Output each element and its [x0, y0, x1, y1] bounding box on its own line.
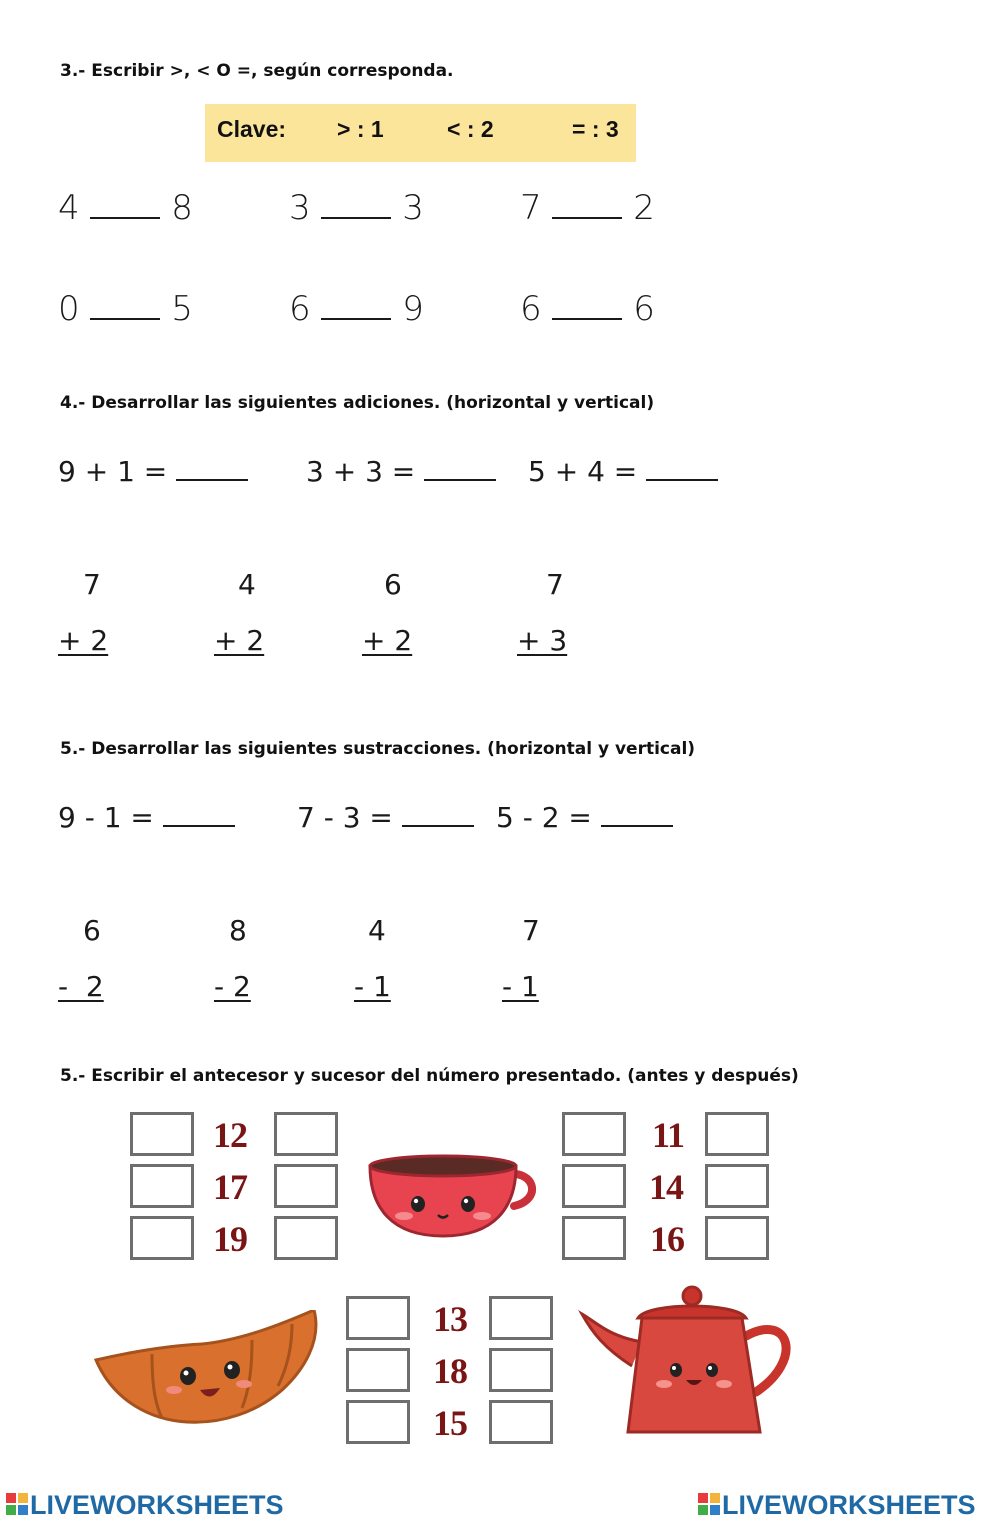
compare-item	[289, 289, 424, 329]
section3-heading: 3.- Escribir >, < O =, según corresponda.	[60, 61, 454, 81]
answer-blank[interactable]	[176, 479, 248, 481]
vertical-top-number: 4	[368, 914, 386, 947]
given-number: 14	[649, 1167, 683, 1207]
answer-key	[205, 104, 636, 162]
compare-right-number: 3	[402, 188, 424, 228]
predecessor-box[interactable]	[562, 1164, 626, 1208]
vertical-bottom-operand: - 2	[58, 970, 104, 1003]
section5-heading: 5.- Desarrollar las siguientes sustracciones. (horizontal y vertical)	[60, 739, 696, 759]
liveworksheets-logo-right	[698, 1490, 976, 1521]
predecessor-box[interactable]	[346, 1348, 410, 1392]
predecessor-box[interactable]	[130, 1112, 194, 1156]
vertical-bottom-operand: - 1	[354, 970, 391, 1003]
compare-right-number: 9	[402, 289, 424, 329]
answer-blank[interactable]	[552, 217, 622, 219]
predecessor-box[interactable]	[130, 1164, 194, 1208]
predecessor-box[interactable]	[130, 1216, 194, 1260]
vertical-bottom-operand: + 2	[214, 624, 265, 657]
compare-item	[58, 188, 193, 228]
subtraction-horizontal	[297, 801, 474, 834]
successor-box[interactable]	[489, 1348, 553, 1392]
answer-blank[interactable]	[321, 217, 391, 219]
answer-blank[interactable]	[163, 825, 235, 827]
given-number: 12	[213, 1115, 247, 1155]
compare-left-number: 6	[289, 289, 311, 329]
answer-blank[interactable]	[402, 825, 474, 827]
given-number: 11	[652, 1115, 685, 1155]
compare-item	[289, 188, 424, 228]
key-gt: > : 1	[337, 116, 384, 142]
given-number: 16	[650, 1219, 684, 1259]
kawaii-teapot-illustration	[578, 1282, 804, 1442]
answer-blank[interactable]	[601, 825, 673, 827]
vertical-top-number: 7	[546, 568, 564, 601]
equation-text: 5 - 2 =	[496, 801, 592, 834]
successor-box[interactable]	[274, 1216, 338, 1260]
section6-heading: 5.- Escribir el antecesor y sucesor del número presentado. (antes y después)	[60, 1066, 799, 1086]
predecessor-box[interactable]	[346, 1400, 410, 1444]
equation-text: 9 + 1 =	[58, 455, 168, 488]
answer-blank[interactable]	[321, 318, 391, 320]
equation-text: 9 - 1 =	[58, 801, 154, 834]
subtraction-horizontal	[58, 801, 235, 834]
successor-box[interactable]	[274, 1164, 338, 1208]
section4-heading: 4.- Desarrollar las siguientes adiciones. (horizontal y vertical)	[60, 393, 655, 413]
key-lt: < : 2	[447, 116, 494, 142]
compare-right-number: 8	[171, 188, 193, 228]
kawaii-cup-illustration	[364, 1148, 544, 1248]
compare-right-number: 2	[633, 188, 655, 228]
vertical-top-number: 7	[83, 568, 101, 601]
liveworksheets-icon	[698, 1493, 720, 1515]
liveworksheets-logo-left	[6, 1490, 284, 1521]
answer-blank[interactable]	[552, 318, 622, 320]
compare-left-number: 4	[58, 188, 80, 228]
vertical-bottom-operand: + 2	[58, 624, 109, 657]
given-number: 13	[433, 1299, 467, 1339]
compare-left-number: 0	[58, 289, 80, 329]
given-number: 17	[213, 1167, 247, 1207]
successor-box[interactable]	[274, 1112, 338, 1156]
successor-box[interactable]	[705, 1164, 769, 1208]
compare-item	[520, 289, 655, 329]
addition-horizontal	[58, 455, 248, 488]
kawaii-croissant-illustration	[92, 1310, 322, 1425]
compare-left-number: 7	[520, 188, 542, 228]
answer-blank[interactable]	[646, 479, 718, 481]
liveworksheets-icon	[6, 1493, 28, 1515]
compare-right-number: 6	[633, 289, 655, 329]
successor-box[interactable]	[489, 1400, 553, 1444]
addition-horizontal	[528, 455, 718, 488]
compare-item	[58, 289, 193, 329]
vertical-top-number: 7	[522, 914, 540, 947]
given-number: 19	[213, 1219, 247, 1259]
vertical-top-number: 4	[238, 568, 256, 601]
equation-text: 5 + 4 =	[528, 455, 638, 488]
key-eq: = : 3	[572, 116, 619, 142]
brand-text: LIVEWORKSHEETS	[30, 1490, 284, 1520]
successor-box[interactable]	[705, 1112, 769, 1156]
compare-item	[520, 188, 655, 228]
key-label: Clave:	[217, 116, 287, 142]
vertical-bottom-operand: + 3	[517, 624, 568, 657]
successor-box[interactable]	[705, 1216, 769, 1260]
given-number: 18	[433, 1351, 467, 1391]
vertical-bottom-operand: - 2	[214, 970, 251, 1003]
brand-text: LIVEWORKSHEETS	[722, 1490, 976, 1520]
vertical-top-number: 6	[83, 914, 101, 947]
compare-left-number: 3	[289, 188, 311, 228]
vertical-bottom-operand: + 2	[362, 624, 413, 657]
compare-right-number: 5	[171, 289, 193, 329]
addition-horizontal	[306, 455, 496, 488]
vertical-bottom-operand: - 1	[502, 970, 539, 1003]
given-number: 15	[433, 1403, 467, 1443]
subtraction-horizontal	[496, 801, 673, 834]
answer-blank[interactable]	[90, 217, 160, 219]
equation-text: 3 + 3 =	[306, 455, 416, 488]
answer-blank[interactable]	[90, 318, 160, 320]
predecessor-box[interactable]	[562, 1216, 626, 1260]
vertical-top-number: 6	[384, 568, 402, 601]
vertical-top-number: 8	[229, 914, 247, 947]
compare-left-number: 6	[520, 289, 542, 329]
predecessor-box[interactable]	[346, 1296, 410, 1340]
predecessor-box[interactable]	[562, 1112, 626, 1156]
successor-box[interactable]	[489, 1296, 553, 1340]
answer-blank[interactable]	[424, 479, 496, 481]
equation-text: 7 - 3 =	[297, 801, 393, 834]
